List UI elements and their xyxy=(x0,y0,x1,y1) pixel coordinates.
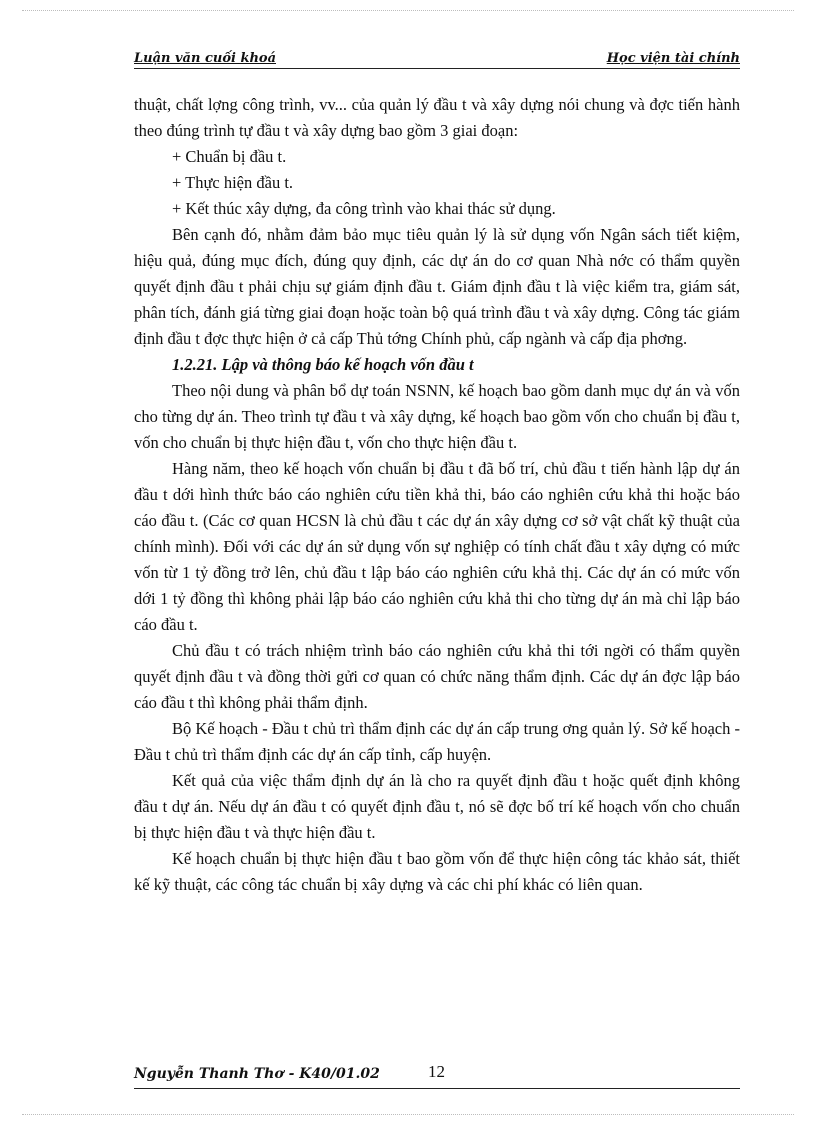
paragraph-owner-responsibility: Chủ đầu t có trách nhiệm trình báo cáo nghiên cứu khả thi tới ngời có thẩm quyền quyết định đầu t và đồng thời gửi cơ quan có chức năng thẩm định. Các dự án đợc lập báo cáo đầu t thì không phải thẩm định. xyxy=(134,641,740,712)
document-body xyxy=(134,92,740,898)
section-heading: 1.2.21. Lập và thông báo kế hoạch vốn đầu t xyxy=(172,355,474,374)
list-item-implement-investment: + Thực hiện đầu t. xyxy=(172,173,294,192)
paragraph-annual-plan: Hàng năm, theo kế hoạch vốn chuẩn bị đầu t đã bố trí, chủ đầu t tiến hành lập dự án đầu t dới hình thức báo cáo nghiên cứu tiền khả thi, báo cáo nghiên cứu khả thi hoặc báo cáo đầu t. (Các cơ quan HCSN là chủ đầu t các dự án xây dựng cơ sở vật chất kỹ thuật của chính mình). Đối với các dự án sử dụng vốn sự nghiệp có tính chất đầu t xây dựng có mức vốn từ 1 tỷ đồng trở lên, chủ đầu t lập báo cáo nghiên cứu khả thị. Các dự án có mức vốn dới 1 tỷ đồng thì không phải lập báo cáo nghiên cứu khả thi cho từng dự án mà chỉ lập báo cáo đầu t. xyxy=(134,459,740,634)
header-institution: Học viện tài chính xyxy=(606,51,740,66)
paragraph-ministry-appraisal: Bộ Kế hoạch - Đầu t chủ trì thẩm định các dự án cấp trung ơng quản lý. Sở kế hoạch - Đầu t chủ trì thẩm định các dự án cấp tỉnh, cấp huyện. xyxy=(134,719,740,764)
paragraph-preparation-plan: Kế hoạch chuẩn bị thực hiện đầu t bao gồm vốn để thực hiện công tác khảo sát, thiết kế kỹ thuật, các công tác chuẩn bị xây dựng và các chi phí khác có liên quan. xyxy=(134,849,740,894)
page-header xyxy=(134,48,740,69)
paragraph-intro-continued: thuật, chất lợng công trình, vv... của quản lý đầu t và xây dựng nói chung và đợc tiến hành theo đúng trình tự đầu t và xây dựng bao gồm 3 giai đoạn: xyxy=(134,95,740,140)
page-footer xyxy=(134,1060,740,1089)
header-thesis-title: Luận văn cuối khoá xyxy=(134,51,277,66)
page-number: 12 xyxy=(428,1062,445,1081)
footer-author: Nguyễn Thanh Thơ - K40/01.02 xyxy=(134,1066,380,1082)
paragraph-budget-plan: Theo nội dung và phân bổ dự toán NSNN, kế hoạch bao gồm danh mục dự án và vốn cho từng dự án. Theo trình tự đầu t và xây dựng, kế hoạch bao gồm vốn cho chuẩn bị đầu t, vốn cho chuẩn bị thực hiện đầu t, vốn cho thực hiện đầu t. xyxy=(134,381,740,452)
list-item-finish-construction: + Kết thúc xây dựng, đa công trình vào khai thác sử dụng. xyxy=(172,199,556,218)
paragraph-investment-appraisal: Bên cạnh đó, nhằm đảm bảo mục tiêu quản lý là sử dụng vốn Ngân sách tiết kiệm, hiệu quả, đúng mục đích, đúng quy định, các dự án do cơ quan Nhà nớc có thẩm quyền quyết định đầu t phải chịu sự giám định đầu t. Giám định đầu t là việc kiểm tra, giám sát, phân tích, đánh giá từng giai đoạn hoặc toàn bộ quá trình đầu t và xây dựng. Công tác giám định đầu t đợc thực hiện ở cả cấp Thủ tớng Chính phủ, cấp ngành và cấp địa phơng. xyxy=(134,225,740,348)
list-item-prepare-investment: + Chuẩn bị đầu t. xyxy=(172,147,287,166)
paragraph-appraisal-result: Kết quả của việc thẩm định dự án là cho ra quyết định đầu t hoặc quết định không đầu t dự án. Nếu dự án đầu t có quyết định đầu t, nó sẽ đợc bố trí kế hoạch vốn cho chuẩn bị thực hiện đầu t và thực hiện đầu t. xyxy=(134,771,740,842)
